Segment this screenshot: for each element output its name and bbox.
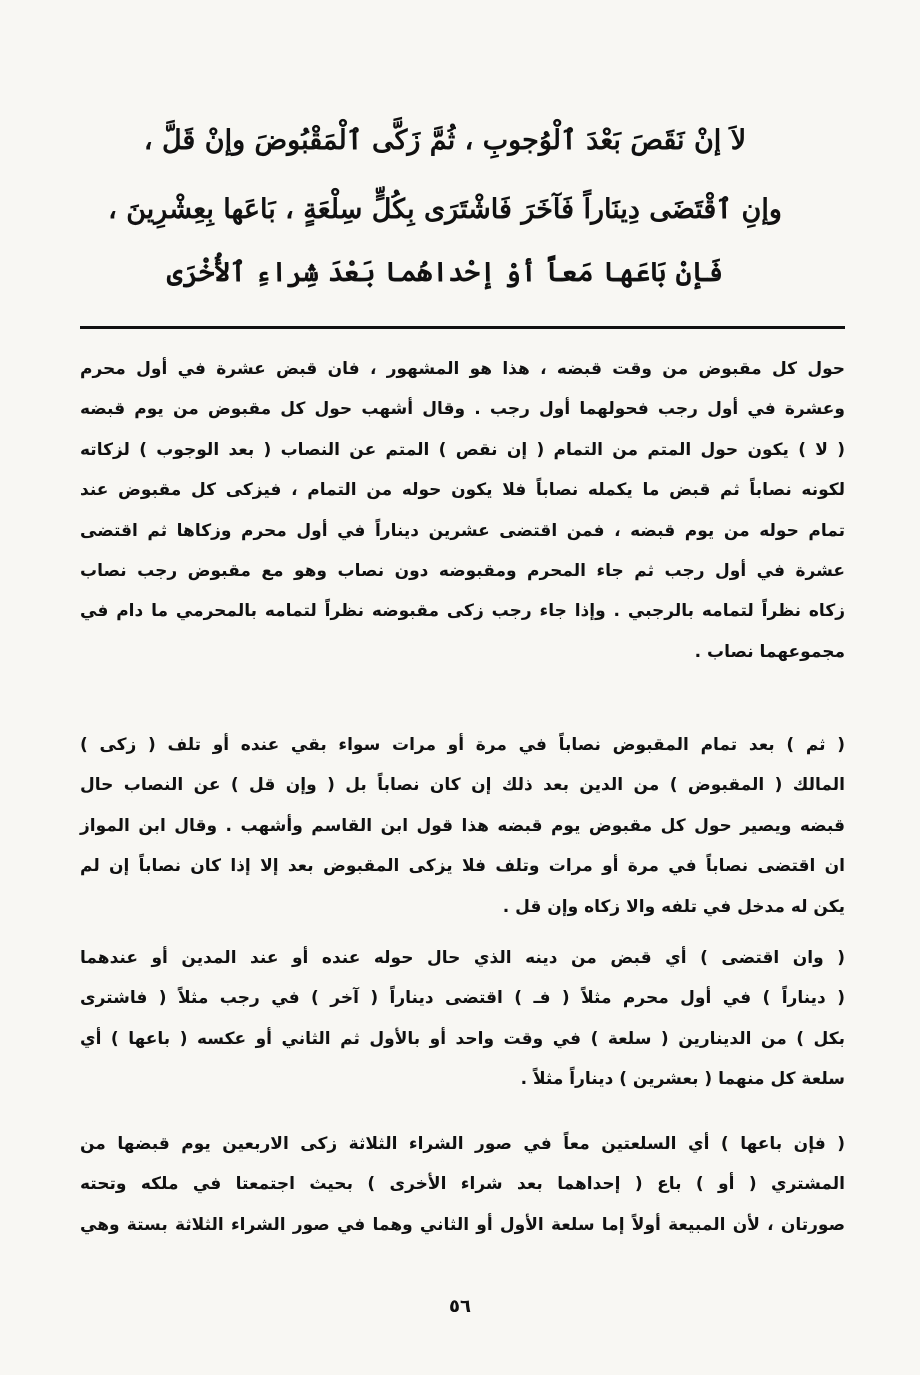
commentary-paragraph-1	[80, 349, 845, 672]
commentary-paragraph-4	[80, 1124, 845, 1245]
text-line: لكونه نصاباً ثم قبض ما يكمله نصاباً فلا يكون حوله من التمام ، فيزكى كل مقبوض عند	[80, 480, 845, 501]
text-line: وعشرة في أول رجب فحولهما أول رجب . وقال أشهب حول كل مقبوض من يوم قبضه	[80, 399, 845, 420]
text-line: زكاه نظراً لتمامه بالرجبي . وإذا جاء رجب زكى مقبوضه نظراً لتمامه بالمحرمي ما دام في	[80, 601, 845, 622]
verse-line-3: فَإنْ بَاعَها مَعاً أوْ إحْداهُما بَعْدَ شِراءِ ٱلأُخْرَى	[166, 257, 724, 288]
commentary-paragraph-3	[80, 938, 845, 1100]
commentary-paragraph-2	[80, 725, 845, 927]
page-number: ٥٦	[449, 1296, 471, 1317]
text-line: صورتان ، لأن المبيعة أولاً إما سلعة الأول أو الثاني وهما في صور الشراء الثلاثة بستة وهي	[80, 1214, 845, 1235]
text-line: قبضه ويصير حول كل مقبوض يوم قبضه هذا قول ابن القاسم وأشهب . وقال ابن المواز	[80, 815, 845, 836]
verse-line-2: وإنِ ٱقْتَضَى دِينَاراً فَآخَرَ فَاشْتَرَى بِكُلٍّ سِلْعَةٍ ، بَاعَها بِعِشْرِينَ ،	[108, 194, 782, 225]
text-line: ( ثم ) بعد تمام المقبوض نصاباً في مرة أو مرات سواء بقي عنده أو تلف ( زكى )	[80, 735, 845, 755]
text-line: ( فإن باعها ) أي السلعتين معاً في صور الشراء الثلاثة زكى الاربعين يوم قبضها من	[80, 1134, 845, 1154]
text-line: المالك ( المقبوض ) من الدين بعد ذلك إن كان نصاباً بل ( وإن قل ) عن النصاب حال	[80, 775, 845, 796]
text-line: حول كل مقبوض من وقت قبضه ، هذا هو المشهور ، فان قبض عشرة في أول محرم	[80, 359, 845, 379]
separator-rule	[80, 326, 845, 329]
text-line: ( وان اقتضى ) أي قبض من دينه الذي حال حوله عنده أو عند المدين أو عندهما	[80, 948, 845, 968]
verse-line-1: لاَ إنْ نَقَصَ بَعْدَ ٱلْوُجوبِ ، ثُمَّ زَكَّى ٱلْمَقْبُوضَ وإنْ قَلَّ ،	[143, 125, 747, 156]
text-line: مجموعهما نصاب .	[694, 641, 845, 662]
text-line: تمام حوله من يوم قبضه ، فمن اقتضى عشرين ديناراً في أول محرم وزكاها ثم اقتضى	[80, 520, 845, 541]
text-line: يكن له مدخل في تلفه والا زكاه وإن قل .	[502, 896, 845, 917]
text-line: ان اقتضى نصاباً في مرة أو مرات وتلف فلا يزكى المقبوض بعد إلا إذا كان نصاباً إن لم	[80, 856, 845, 877]
text-line: المشتري ( أو ) باع ( إحداهما بعد شراء الأخرى ) بحيث اجتمعتا في ملكه وتحته	[80, 1174, 845, 1195]
text-line: سلعة كل منهما ( بعشرين ) ديناراً مثلاً .	[520, 1069, 845, 1090]
text-line: عشرة في أول رجب ثم جاء المحرم ومقبوضه دون نصاب وهو مع مقبوض رجب نصاب	[80, 561, 845, 582]
text-line: بكل ) من الدينارين ( سلعة ) في وقت واحد أو بالأول ثم الثاني أو عكسه ( باعها ) أي	[80, 1028, 845, 1049]
text-line: ( ديناراً ) في أول محرم مثلاً ( فـ ) اقتضى ديناراً ( آخر ) في رجب مثلاً ( فاشترى	[80, 988, 845, 1009]
text-line: ( لا ) يكون حول المتم من التمام ( إن نقص ) المتم عن النصاب ( بعد الوجوب ) لزكاته	[80, 439, 845, 460]
